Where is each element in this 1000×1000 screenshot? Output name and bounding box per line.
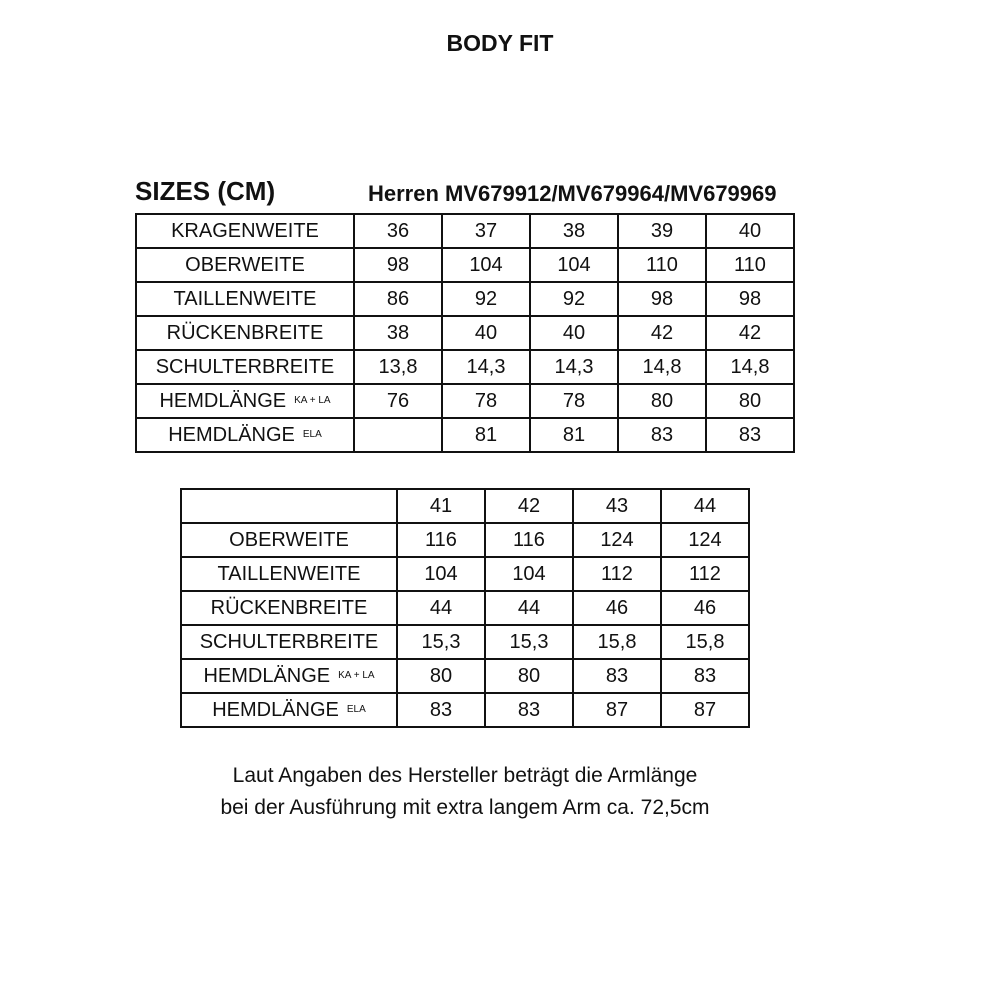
value-cell: 98 (706, 282, 794, 316)
row-label: OBERWEITE (229, 528, 349, 551)
value-cell: 104 (530, 248, 618, 282)
row-label-cell (136, 248, 354, 282)
value-cell: 83 (573, 659, 661, 693)
row-label-cell (136, 350, 354, 384)
header-row (181, 489, 749, 523)
value-cell: 46 (573, 591, 661, 625)
value-cell: 116 (397, 523, 485, 557)
value-cell: 44 (397, 591, 485, 625)
value-cell: 83 (397, 693, 485, 727)
value-cell: 15,3 (485, 625, 573, 659)
row-label-cell (136, 214, 354, 248)
page-title: BODY FIT (446, 30, 554, 56)
value-cell: 87 (661, 693, 749, 727)
value-cell: 14,3 (530, 350, 618, 384)
header-row (136, 214, 794, 248)
table-row (181, 591, 749, 625)
row-label-cell (181, 489, 397, 523)
value-cell: 112 (661, 557, 749, 591)
note (0, 760, 930, 824)
model-heading: Herren MV679912/MV679964/MV679969 (368, 181, 777, 206)
value-cell: 110 (706, 248, 794, 282)
row-label: HEMDLÄNGE (159, 389, 287, 412)
size-table-1 (135, 213, 795, 453)
value-cell: 80 (706, 384, 794, 418)
row-label-cell (181, 693, 397, 727)
value-cell: 98 (618, 282, 706, 316)
table-row (136, 316, 794, 350)
row-label: RÜCKENBREITE (210, 596, 368, 619)
value-cell: 44 (661, 489, 749, 523)
row-label-cell (181, 523, 397, 557)
value-cell: 83 (485, 693, 573, 727)
table-row (181, 659, 749, 693)
value-cell: 14,8 (706, 350, 794, 384)
row-label: HEMDLÄNGE (212, 698, 339, 721)
value-cell: 43 (573, 489, 661, 523)
row-label-cell (136, 282, 354, 316)
value-cell: 38 (354, 316, 442, 350)
value-cell: 15,8 (573, 625, 661, 659)
value-cell: 112 (573, 557, 661, 591)
value-cell: 42 (706, 316, 794, 350)
row-label-suffix: KA + LA (294, 394, 331, 406)
value-cell: 124 (573, 523, 661, 557)
value-cell: 92 (442, 282, 530, 316)
table-row (181, 523, 749, 557)
value-cell: 92 (530, 282, 618, 316)
row-label: OBERWEITE (185, 253, 305, 276)
value-cell: 42 (485, 489, 573, 523)
row-label: RÜCKENBREITE (166, 321, 324, 344)
value-cell: 83 (706, 418, 794, 452)
table-row (136, 418, 794, 452)
value-cell: 42 (618, 316, 706, 350)
table-row (181, 557, 749, 591)
value-cell: 36 (354, 214, 442, 248)
value-cell: 104 (485, 557, 573, 591)
row-label-cell (181, 659, 397, 693)
row-label: HEMDLÄNGE (203, 664, 331, 687)
value-cell: 83 (618, 418, 706, 452)
row-label: SCHULTERBREITE (155, 355, 335, 378)
value-cell: 76 (354, 384, 442, 418)
table-row (136, 384, 794, 418)
value-cell: 39 (618, 214, 706, 248)
note-line: bei der Ausführung mit extra langem Arm ca. 72,5cm (220, 796, 710, 819)
value-cell: 81 (530, 418, 618, 452)
row-label-suffix: ELA (346, 703, 366, 715)
size-table-2 (180, 488, 750, 728)
table-row (181, 693, 749, 727)
value-cell: 87 (573, 693, 661, 727)
value-cell: 14,8 (618, 350, 706, 384)
value-cell: 44 (485, 591, 573, 625)
row-label-suffix: KA + LA (338, 669, 375, 681)
value-cell: 80 (618, 384, 706, 418)
row-label-suffix: ELA (302, 428, 322, 440)
value-cell: 46 (661, 591, 749, 625)
row-label-cell (136, 316, 354, 350)
row-label: SCHULTERBREITE (199, 630, 379, 653)
value-cell: 40 (442, 316, 530, 350)
table-row (136, 248, 794, 282)
note-line: Laut Angaben des Hersteller beträgt die Armlänge (232, 764, 698, 787)
value-cell (354, 418, 442, 452)
value-cell: 98 (354, 248, 442, 282)
value-cell: 78 (530, 384, 618, 418)
value-cell: 80 (397, 659, 485, 693)
value-cell: 110 (618, 248, 706, 282)
value-cell: 86 (354, 282, 442, 316)
row-label-cell (136, 384, 354, 418)
value-cell: 104 (397, 557, 485, 591)
value-cell: 14,3 (442, 350, 530, 384)
row-label: TAILLENWEITE (217, 562, 361, 585)
value-cell: 124 (661, 523, 749, 557)
value-cell: 104 (442, 248, 530, 282)
value-cell: 15,8 (661, 625, 749, 659)
value-cell: 80 (485, 659, 573, 693)
table-row (136, 350, 794, 384)
value-cell: 41 (397, 489, 485, 523)
value-cell: 40 (530, 316, 618, 350)
value-cell: 78 (442, 384, 530, 418)
table-row (136, 282, 794, 316)
row-label: KRAGENWEITE (171, 219, 319, 242)
value-cell: 83 (661, 659, 749, 693)
value-cell: 116 (485, 523, 573, 557)
value-cell: 81 (442, 418, 530, 452)
value-cell: 40 (706, 214, 794, 248)
row-label: HEMDLÄNGE (168, 423, 295, 446)
table-row (181, 625, 749, 659)
value-cell: 15,3 (397, 625, 485, 659)
sizes-heading: SIZES (CM) (135, 176, 276, 206)
row-label-cell (181, 625, 397, 659)
row-label-cell (181, 591, 397, 625)
row-label: TAILLENWEITE (173, 287, 317, 310)
value-cell: 37 (442, 214, 530, 248)
value-cell: 13,8 (354, 350, 442, 384)
row-label-cell (181, 557, 397, 591)
value-cell: 38 (530, 214, 618, 248)
row-label-cell (136, 418, 354, 452)
